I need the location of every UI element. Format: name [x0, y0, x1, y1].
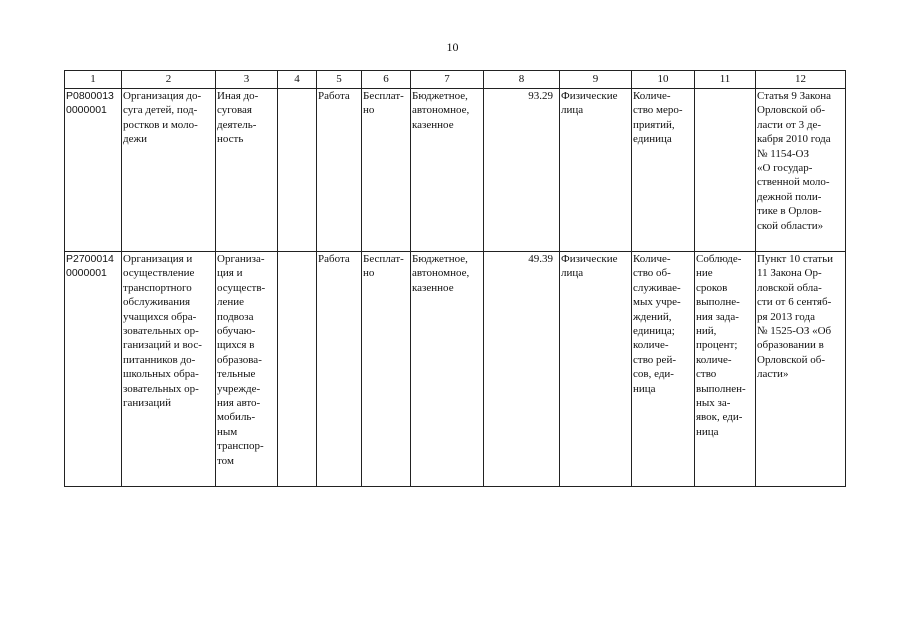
empty-cell: [278, 89, 317, 252]
services-registry-table: [64, 70, 846, 487]
column-header-2: 2: [122, 71, 216, 89]
consumers-cell: Физические лица: [560, 89, 632, 252]
column-header-8: 8: [484, 71, 560, 89]
payment-cell: Бесплат- но: [362, 89, 411, 252]
table-row: [65, 252, 846, 487]
volume-indicator-cell: Количе- ство об- служивае- мых учре- ждений, единица; количе- ство рей- сов, еди- ница: [632, 252, 695, 487]
column-header-12: 12: [756, 71, 846, 89]
page-number: 10: [446, 40, 459, 54]
institution-type-cell: Бюджетное, автономное, казенное: [411, 89, 484, 252]
column-header-1: 1: [65, 71, 122, 89]
column-header-11: 11: [695, 71, 756, 89]
value-cell: 93.29: [484, 89, 560, 252]
service-code-cell: P0800013 0000001: [65, 89, 122, 252]
header-row: [65, 71, 846, 89]
column-header-7: 7: [411, 71, 484, 89]
service-type-cell: Работа: [317, 89, 362, 252]
payment-cell: Бесплат- но: [362, 252, 411, 487]
table-row: [65, 89, 846, 252]
consumers-cell: Физические лица: [560, 252, 632, 487]
column-header-3: 3: [216, 71, 278, 89]
service-name-cell: Организация до- суга детей, под- ростков и моло- дежи: [122, 89, 216, 252]
service-type-cell: Работа: [317, 252, 362, 487]
column-header-9: 9: [560, 71, 632, 89]
service-name-cell: Организация и осуществление транспортного обслуживания учащихся обра- зовательных ор- ганизаций и вос- питанников до- школьных обра- зовательных ор- ганизаций: [122, 252, 216, 487]
column-header-10: 10: [632, 71, 695, 89]
quality-indicator-cell: [695, 89, 756, 252]
legal-basis-cell: Пункт 10 статьи 11 Закона Ор- ловской обла- сти от 6 сентяб- ря 2013 года № 1525-ОЗ «Об образовании в Орловской об- ласти»: [756, 252, 846, 487]
legal-basis-cell: Статья 9 Закона Орловской об- ласти от 3 де- кабря 2010 года № 1154-ОЗ «О государ- ственной моло- дежной поли- тике в Орлов- ской области»: [756, 89, 846, 252]
activity-cell: Иная до- суговая деятель- ность: [216, 89, 278, 252]
value-cell: 49.39: [484, 252, 560, 487]
column-header-4: 4: [278, 71, 317, 89]
empty-cell: [278, 252, 317, 487]
institution-type-cell: Бюджетное, автономное, казенное: [411, 252, 484, 487]
column-header-5: 5: [317, 71, 362, 89]
quality-indicator-cell: Соблюде- ние сроков выполне- ния зада- ний, процент; количе- ство выполнен- ных за- явок, еди- ница: [695, 252, 756, 487]
service-code-cell: P2700014 0000001: [65, 252, 122, 487]
activity-cell: Организа- ция и осуществ- ление подвоза обучаю- щихся в образова- тельные учрежде- ния авто- мобиль- ным транспор- том: [216, 252, 278, 487]
column-header-6: 6: [362, 71, 411, 89]
volume-indicator-cell: Количе- ство меро- приятий, единица: [632, 89, 695, 252]
